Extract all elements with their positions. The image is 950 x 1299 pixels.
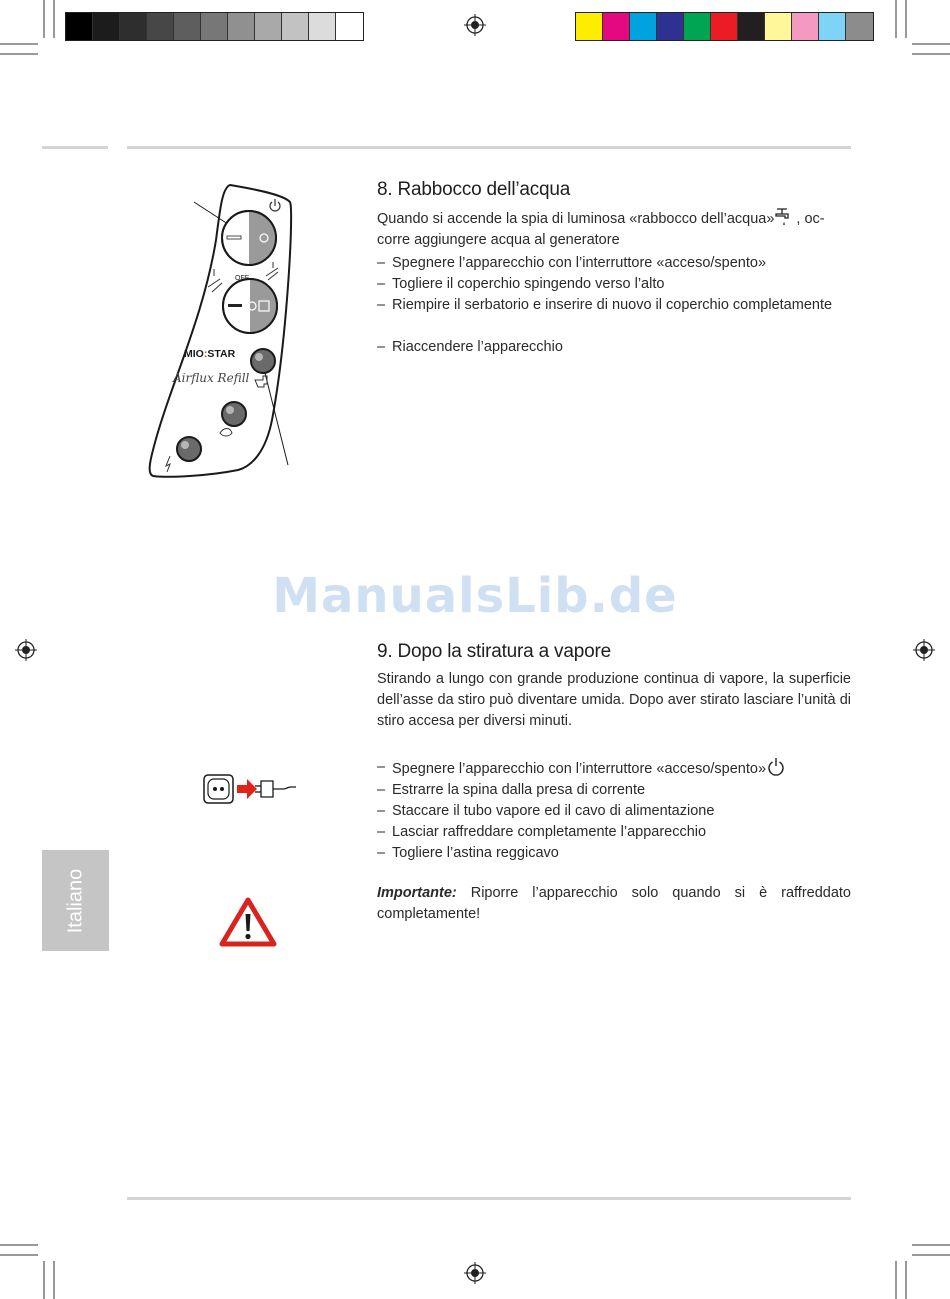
section9-title: 9. Dopo la stiratura a vapore [377,641,611,662]
list-item-text: Riaccendere l’apparecchio [392,339,563,355]
list-item-text: Riempire il serbatorio e inserire di nuovo il coperchio completamente [392,297,833,313]
registration-mark-icon [913,639,935,661]
section9-intro: Stirando a lungo con grande produzione continua di vapore, la superficie dell’asse da stiro può diventare umida. Dopo aver stirato lasciare l’unità di stiro accesa per diversi minuti. [377,671,851,729]
registration-mark-icon [464,1262,486,1284]
list-item [377,274,851,295]
color-swatch [309,13,336,40]
color-swatch [657,13,684,40]
process-color-bar [575,12,874,41]
list-item [377,757,851,780]
list-item-text: Staccare il tubo vapore ed il cavo di alimentazione [392,803,715,819]
color-swatch [336,13,363,40]
important-label: Importante: [377,885,457,901]
footer-rule [127,1197,851,1200]
header-rule [127,146,851,149]
section8-intro-tail: , oc- [792,211,825,227]
color-swatch [120,13,147,40]
color-swatch [147,13,174,40]
color-swatch [765,13,792,40]
color-swatch [630,13,657,40]
header-rule-short [42,146,108,149]
section8-intro [377,207,851,251]
list-item-text: Spegnere l’apparecchio con l’interruttore «acceso/spento» [392,761,767,777]
warning-triangle-icon [219,897,277,947]
watermark: ManualsLib.de [272,568,678,624]
off-label: OFF [235,275,249,282]
brand-label: MIO:STAR [184,348,236,360]
list-item-text: Togliere l’astina reggicavo [392,845,559,861]
section8-steps-list [377,253,851,316]
list-dash: – [377,255,386,271]
color-swatch [603,13,630,40]
section9-steps-list [377,757,851,864]
section8-intro-line2: corre aggiungere acqua al generatore [377,232,620,248]
list-dash: – [377,759,386,775]
unplug-icon [202,773,298,805]
grayscale-color-bar [65,12,364,41]
list-item-text: Togliere il coperchio spingendo verso l’alto [392,276,665,292]
color-swatch [93,13,120,40]
color-swatch [792,13,819,40]
list-dash: – [377,297,386,313]
list-dash: – [377,276,386,292]
color-swatch [255,13,282,40]
list-item [377,843,851,864]
list-item-text: Spegnere l’apparecchio con l’interruttore «acceso/spento» [392,255,767,271]
color-swatch [576,13,603,40]
list-item-text: Estrarre la spina dalla presa di corrente [392,782,646,798]
list-item [377,295,851,316]
list-dash: – [377,845,386,861]
list-item-text: Lasciar raffreddare completamente l’apparecchio [392,824,707,840]
list-item [377,780,851,801]
list-item: – Riaccendere l’apparecchio [377,339,563,355]
color-swatch [66,13,93,40]
section8-final-step [377,337,851,358]
color-swatch [846,13,873,40]
power-icon [766,757,786,777]
product-script: Airflux Refill [173,371,250,385]
language-tab-label: Italiano [64,868,86,933]
section9-important [377,883,851,925]
registration-mark-icon [464,14,486,36]
list-dash: – [377,824,386,840]
registration-mark-icon [15,639,37,661]
water-tap-icon [774,207,792,227]
section8-title: 8. Rabbocco dell’acqua [377,179,571,200]
color-swatch [684,13,711,40]
list-dash: – [377,803,386,819]
list-dash: – [377,782,386,798]
list-item [377,253,851,274]
color-swatch [738,13,765,40]
important-text: Riporre l’apparecchio solo quando si è raffreddato completamente! [377,885,851,922]
color-swatch [228,13,255,40]
list-item [377,801,851,822]
language-tab [42,850,109,951]
control-panel-illustration [148,180,303,482]
color-swatch [282,13,309,40]
color-swatch [174,13,201,40]
section8-intro-text: Quando si accende la spia di luminosa «rabbocco dell’acqua» [377,211,775,227]
color-swatch [819,13,846,40]
list-item [377,822,851,843]
color-swatch [711,13,738,40]
color-swatch [201,13,228,40]
